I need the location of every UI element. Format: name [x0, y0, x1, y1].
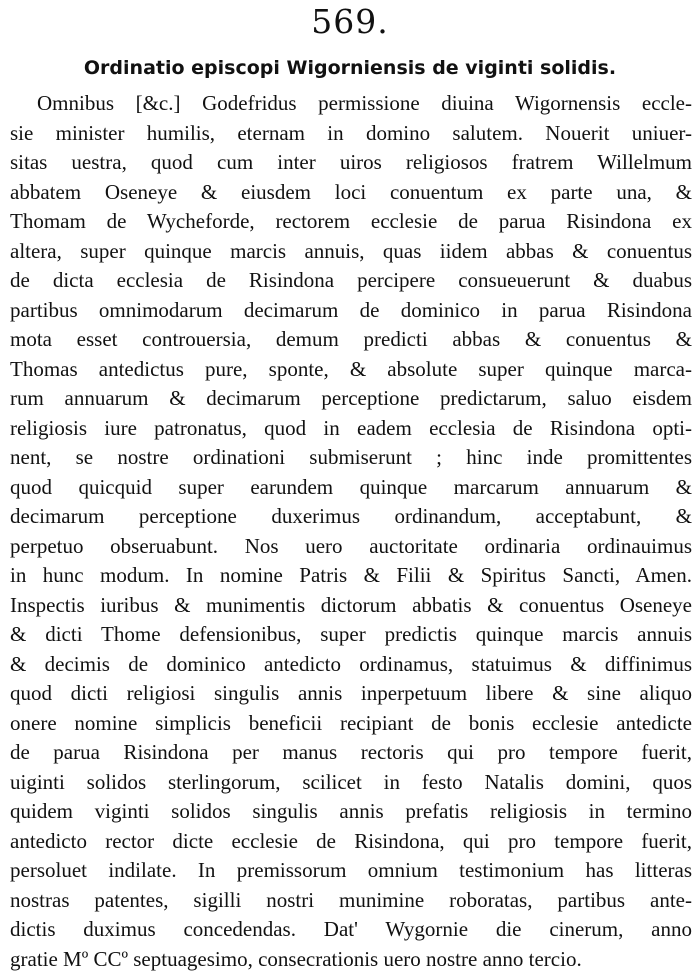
text-line: religiosis iure patronatus, quod in eadem ecclesia de Risindona opti-	[10, 414, 692, 444]
text-line: rum annuarum & decimarum perceptione predictarum, saluo eisdem	[10, 384, 692, 414]
text-line: partibus omnimodarum decimarum de dominico in parua Risindona	[10, 296, 692, 326]
text-line: altera, super quinque marcis annuis, quas iidem abbas & conuentus	[10, 237, 692, 267]
text-line: persoluet indilate. In premissorum omnium testimonium has litteras	[10, 856, 692, 886]
text-line: de dicta ecclesia de Risindona percipere consueuerunt & duabus	[10, 266, 692, 296]
text-line: Omnibus [&c.] Godefridus permissione diuina Wigornensis eccle-	[10, 89, 692, 119]
document-heading: Ordinatio episcopi Wigorniensis de viginti solidis.	[0, 53, 700, 83]
text-line: abbatem Oseneye & eiusdem loci conuentum ex parte una, &	[10, 178, 692, 208]
text-line: quod quicquid super earundem quinque marcarum annuarum &	[10, 473, 692, 503]
text-line: decimarum perceptione duxerimus ordinandum, acceptabunt, &	[10, 502, 692, 532]
text-line: gratie Mº CCº septuagesimo, consecrationis uero nostre anno tercio.	[10, 945, 692, 974]
text-line: onere nomine simplicis beneficii recipiant de bonis ecclesie antedicte	[10, 709, 692, 739]
text-line: sitas uestra, quod cum inter uiros religiosos fratrem Willelmum	[10, 148, 692, 178]
text-line: Thomas antedictus pure, sponte, & absolute super quinque marca-	[10, 355, 692, 385]
text-line: de parua Risindona per manus rectoris qui pro tempore fuerit,	[10, 738, 692, 768]
text-line: uiginti solidos sterlingorum, scilicet in festo Natalis domini, quos	[10, 768, 692, 798]
text-line: perpetuo obseruabunt. Nos uero auctoritate ordinaria ordinauimus	[10, 532, 692, 562]
text-line: quidem viginti solidos singulis annis prefatis religiosis in termino	[10, 797, 692, 827]
text-line: quod dicti religiosi singulis annis inperpetuum libere & sine aliquo	[10, 679, 692, 709]
text-line: Thomam de Wycheforde, rectorem ecclesie de parua Risindona ex	[10, 207, 692, 237]
text-line: nent, se nostre ordinationi submiserunt ; hinc inde promittentes	[10, 443, 692, 473]
page-number: 569.	[0, 0, 700, 44]
text-line: dictis duximus concedendas. Dat' Wygornie die cinerum, anno	[10, 915, 692, 945]
text-line: antedicto rector dicte ecclesie de Risindona, qui pro tempore fuerit,	[10, 827, 692, 857]
text-line: sie minister humilis, eternam in domino salutem. Nouerit uniuer-	[10, 119, 692, 149]
text-line: mota esset controuersia, demum predicti abbas & conuentus &	[10, 325, 692, 355]
text-line: Inspectis iuribus & munimentis dictorum abbatis & conuentus Oseneye	[10, 591, 692, 621]
text-line: & dicti Thome defensionibus, super predictis quinque marcis annuis	[10, 620, 692, 650]
text-line: in hunc modum. In nomine Patris & Filii & Spiritus Sancti, Amen.	[10, 561, 692, 591]
document-body	[10, 89, 692, 974]
text-line: nostras patentes, sigilli nostri munimine roboratas, partibus ante-	[10, 886, 692, 916]
text-line: & decimis de dominico antedicto ordinamus, statuimus & diffinimus	[10, 650, 692, 680]
